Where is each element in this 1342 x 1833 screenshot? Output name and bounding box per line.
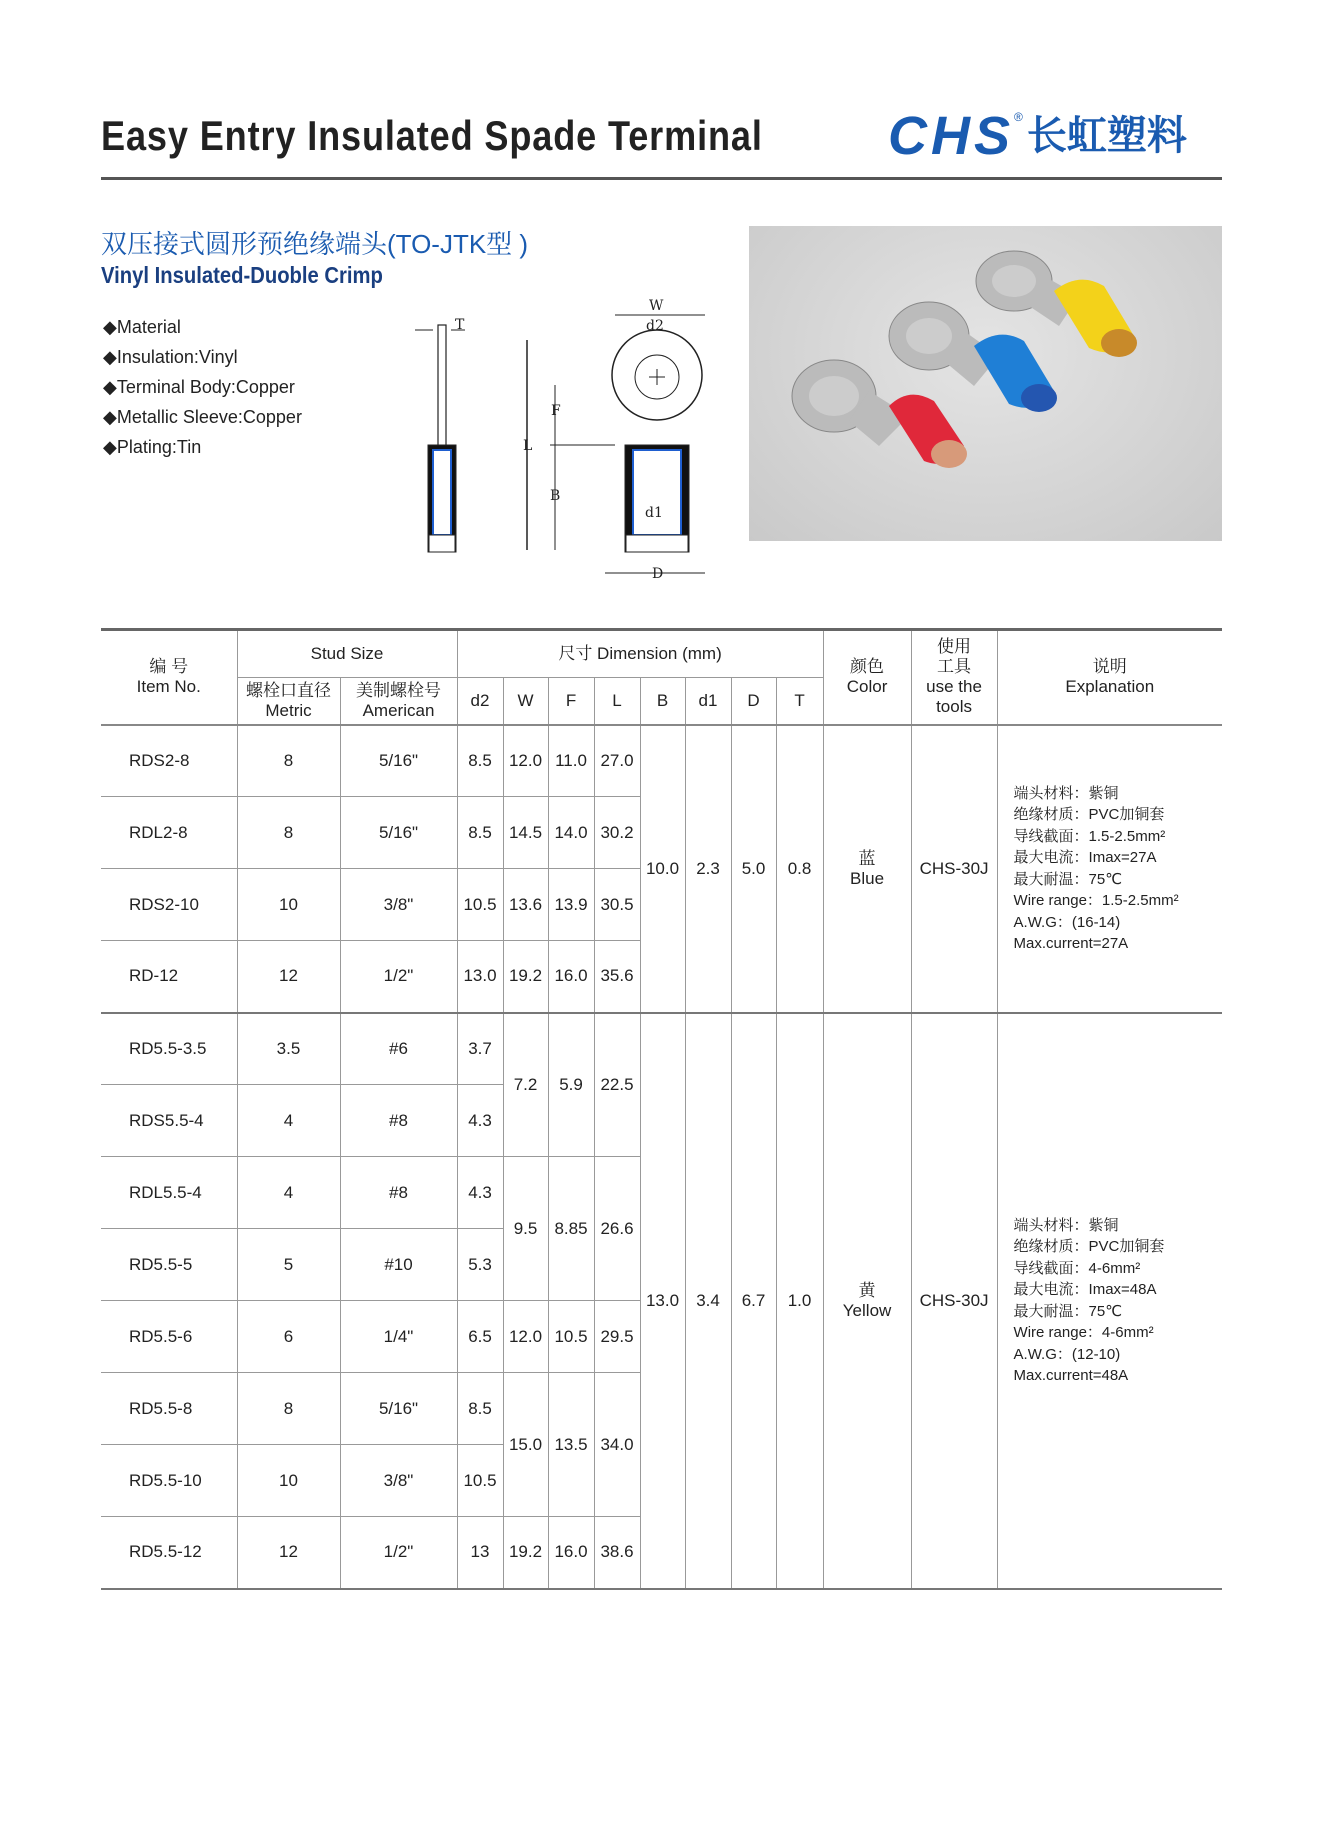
table-row — [101, 1013, 1222, 1085]
d2-cell: 13.0 — [457, 941, 503, 1013]
D-cell: 5.0 — [731, 725, 776, 1013]
L-cell: 34.0 — [594, 1373, 640, 1517]
item-no-cell: RDS2-8 — [101, 725, 237, 797]
american-cell: #8 — [340, 1157, 457, 1229]
explanation-line: 导线截面：4-6mm² — [1013, 1259, 1141, 1277]
page-title: Easy Entry Insulated Spade Terminal — [101, 112, 763, 159]
L-cell: 27.0 — [594, 725, 640, 797]
item-no-cell: RDL2-8 — [101, 797, 237, 869]
W-cell: 15.0 — [503, 1373, 548, 1517]
metric-cell: 12 — [237, 1517, 340, 1589]
american-cell: 1/2" — [340, 1517, 457, 1589]
F-cell: 11.0 — [548, 725, 594, 797]
dim-label-B: B — [550, 488, 561, 504]
item-no-cell: RD5.5-5 — [101, 1229, 237, 1301]
W-cell: 9.5 — [503, 1157, 548, 1301]
explanation-line: 导线截面：1.5-2.5mm² — [1013, 827, 1166, 845]
d2-cell: 10.5 — [457, 1445, 503, 1517]
header-stud-size: Stud Size — [237, 630, 457, 678]
terminal-dimension-diagram — [405, 295, 725, 585]
explanation-line: A.W.G：(16-14) — [1013, 913, 1121, 931]
header-explanation — [997, 630, 1222, 725]
item-no-cell: RD5.5-3.5 — [101, 1013, 237, 1085]
d1-cell: 2.3 — [685, 725, 731, 1013]
d2-cell: 13 — [457, 1517, 503, 1589]
logo-chinese: 长虹塑料 — [1026, 114, 1187, 158]
american-cell: 1/2" — [340, 941, 457, 1013]
L-cell: 35.6 — [594, 941, 640, 1013]
american-cell: #6 — [340, 1013, 457, 1085]
dim-label-D: D — [652, 566, 664, 582]
header-text: 美制螺栓号 American — [356, 680, 441, 720]
item-no-cell: RD5.5-12 — [101, 1517, 237, 1589]
explanation-line: 端头材料：紫铜 — [1013, 784, 1119, 802]
explanation-line: Wire range：4-6mm² — [1013, 1324, 1154, 1341]
W-cell: 19.2 — [503, 1517, 548, 1589]
header-color — [823, 630, 911, 725]
explanation-line: 端头材料：紫铜 — [1013, 1216, 1119, 1234]
F-cell: 8.85 — [548, 1157, 594, 1301]
header-dim-W: W — [503, 678, 548, 725]
property-item: ◆Plating:Tin — [103, 437, 202, 457]
material-list — [103, 312, 302, 462]
header-text: 颜色 Color — [846, 657, 888, 697]
F-cell: 10.5 — [548, 1301, 594, 1373]
F-cell: 13.5 — [548, 1373, 594, 1517]
brand-logo — [888, 108, 1187, 164]
american-cell: 3/8" — [340, 869, 457, 941]
metric-cell: 3.5 — [237, 1013, 340, 1085]
metric-cell: 8 — [237, 797, 340, 869]
F-cell: 14.0 — [548, 797, 594, 869]
F-cell: 13.9 — [548, 869, 594, 941]
red-terminal — [792, 360, 967, 468]
title-divider — [101, 177, 1222, 180]
metric-cell: 4 — [237, 1157, 340, 1229]
property-item: ◆Terminal Body:Copper — [103, 377, 295, 397]
explanation-line: 最大电流：Imax=48A — [1013, 1281, 1157, 1298]
d2-cell: 8.5 — [457, 725, 503, 797]
dim-label-T: T — [455, 317, 465, 333]
header-text: 说明 Explanation — [1065, 657, 1155, 697]
dim-label-L: L — [523, 438, 533, 454]
property-item: ◆Material — [103, 317, 181, 337]
d2-cell: 8.5 — [457, 797, 503, 869]
american-cell: #10 — [340, 1229, 457, 1301]
explanation-line: Max.current=48A — [1013, 1367, 1129, 1384]
property-item: ◆Metallic Sleeve:Copper — [103, 407, 302, 427]
explanation-line: Max.current=27A — [1013, 935, 1129, 952]
d2-cell: 4.3 — [457, 1157, 503, 1229]
subtitle-chinese: 双压接式圆形预绝缘端头(TO-JTK型 ) — [101, 229, 529, 259]
header-dim-L: L — [594, 678, 640, 725]
item-no-cell: RDS5.5-4 — [101, 1085, 237, 1157]
D-cell: 6.7 — [731, 1013, 776, 1589]
explanation-line: 绝缘材质：PVC加铜套 — [1013, 806, 1165, 823]
L-cell: 26.6 — [594, 1157, 640, 1301]
L-cell: 30.5 — [594, 869, 640, 941]
dim-label-d1: d1 — [645, 505, 663, 521]
header-text: 编 号 Item No. — [136, 657, 201, 697]
header-text: 使用 工具 use the tools — [926, 637, 982, 717]
W-cell: 7.2 — [503, 1013, 548, 1157]
registered-mark: ® — [1014, 110, 1023, 124]
dim-label-W: W — [649, 298, 664, 314]
header-dim-D: D — [731, 678, 776, 725]
tools-cell: CHS-30J — [911, 1013, 997, 1589]
american-cell: 3/8" — [340, 1445, 457, 1517]
american-cell: 5/16" — [340, 797, 457, 869]
metric-cell: 8 — [237, 725, 340, 797]
W-cell: 12.0 — [503, 1301, 548, 1373]
metric-cell: 5 — [237, 1229, 340, 1301]
property-item: ◆Insulation:Vinyl — [103, 347, 238, 367]
header-dim-d2: d2 — [457, 678, 503, 725]
color-cell: 蓝 Blue — [823, 725, 911, 1013]
W-cell: 14.5 — [503, 797, 548, 869]
explanation-line: 最大电流：Imax=27A — [1013, 849, 1157, 866]
product-photo — [749, 226, 1222, 541]
header-dimension: 尺寸 Dimension (mm) — [457, 630, 823, 678]
metric-cell: 10 — [237, 869, 340, 941]
explanation-line: 最大耐温：75℃ — [1013, 1302, 1123, 1320]
L-cell: 38.6 — [594, 1517, 640, 1589]
header-dim-B: B — [640, 678, 685, 725]
L-cell: 30.2 — [594, 797, 640, 869]
header-dim-d1: d1 — [685, 678, 731, 725]
L-cell: 29.5 — [594, 1301, 640, 1373]
color-cell: 黄 Yellow — [823, 1013, 911, 1589]
d2-cell: 5.3 — [457, 1229, 503, 1301]
B-cell: 13.0 — [640, 1013, 685, 1589]
B-cell: 10.0 — [640, 725, 685, 1013]
F-cell: 16.0 — [548, 941, 594, 1013]
american-cell: 5/16" — [340, 725, 457, 797]
metric-cell: 8 — [237, 1373, 340, 1445]
L-cell: 22.5 — [594, 1013, 640, 1157]
d2-cell: 10.5 — [457, 869, 503, 941]
american-cell: #8 — [340, 1085, 457, 1157]
d2-cell: 8.5 — [457, 1373, 503, 1445]
d2-cell: 4.3 — [457, 1085, 503, 1157]
item-no-cell: RDS2-10 — [101, 869, 237, 941]
metric-cell: 6 — [237, 1301, 340, 1373]
table-row — [101, 725, 1222, 797]
item-no-cell: RD5.5-8 — [101, 1373, 237, 1445]
W-cell: 19.2 — [503, 941, 548, 1013]
american-cell: 5/16" — [340, 1373, 457, 1445]
american-cell: 1/4" — [340, 1301, 457, 1373]
W-cell: 13.6 — [503, 869, 548, 941]
dim-label-d2: d2 — [646, 318, 664, 334]
explanation-cell — [997, 725, 1222, 1013]
metric-cell: 10 — [237, 1445, 340, 1517]
F-cell: 16.0 — [548, 1517, 594, 1589]
item-no-cell: RD5.5-10 — [101, 1445, 237, 1517]
W-cell: 12.0 — [503, 725, 548, 797]
header-metric — [237, 678, 340, 725]
explanation-line: A.W.G：(12-10) — [1013, 1345, 1121, 1363]
header-american — [340, 678, 457, 725]
d1-cell: 3.4 — [685, 1013, 731, 1589]
item-no-cell: RDL5.5-4 — [101, 1157, 237, 1229]
metric-cell: 4 — [237, 1085, 340, 1157]
F-cell: 5.9 — [548, 1013, 594, 1157]
tools-cell: CHS-30J — [911, 725, 997, 1013]
header-item-no — [101, 630, 237, 725]
spec-table — [101, 628, 1222, 1590]
explanation-line: Wire range：1.5-2.5mm² — [1013, 892, 1179, 909]
dim-label-F: F — [551, 403, 561, 419]
explanation-line: 绝缘材质：PVC加铜套 — [1013, 1238, 1165, 1255]
header-dim-T: T — [776, 678, 823, 725]
logo-text: CHS — [888, 106, 1015, 166]
header-tools — [911, 630, 997, 725]
metric-cell: 12 — [237, 941, 340, 1013]
header-dim-F: F — [548, 678, 594, 725]
d2-cell: 6.5 — [457, 1301, 503, 1373]
T-cell: 0.8 — [776, 725, 823, 1013]
T-cell: 1.0 — [776, 1013, 823, 1589]
explanation-cell — [997, 1013, 1222, 1589]
header-text: 螺栓口直径 Metric — [246, 680, 331, 720]
explanation-line: 最大耐温：75℃ — [1013, 870, 1123, 888]
item-no-cell: RD-12 — [101, 941, 237, 1013]
subtitle-english: Vinyl Insulated-Duoble Crimp — [101, 262, 383, 288]
d2-cell: 3.7 — [457, 1013, 503, 1085]
item-no-cell: RD5.5-6 — [101, 1301, 237, 1373]
